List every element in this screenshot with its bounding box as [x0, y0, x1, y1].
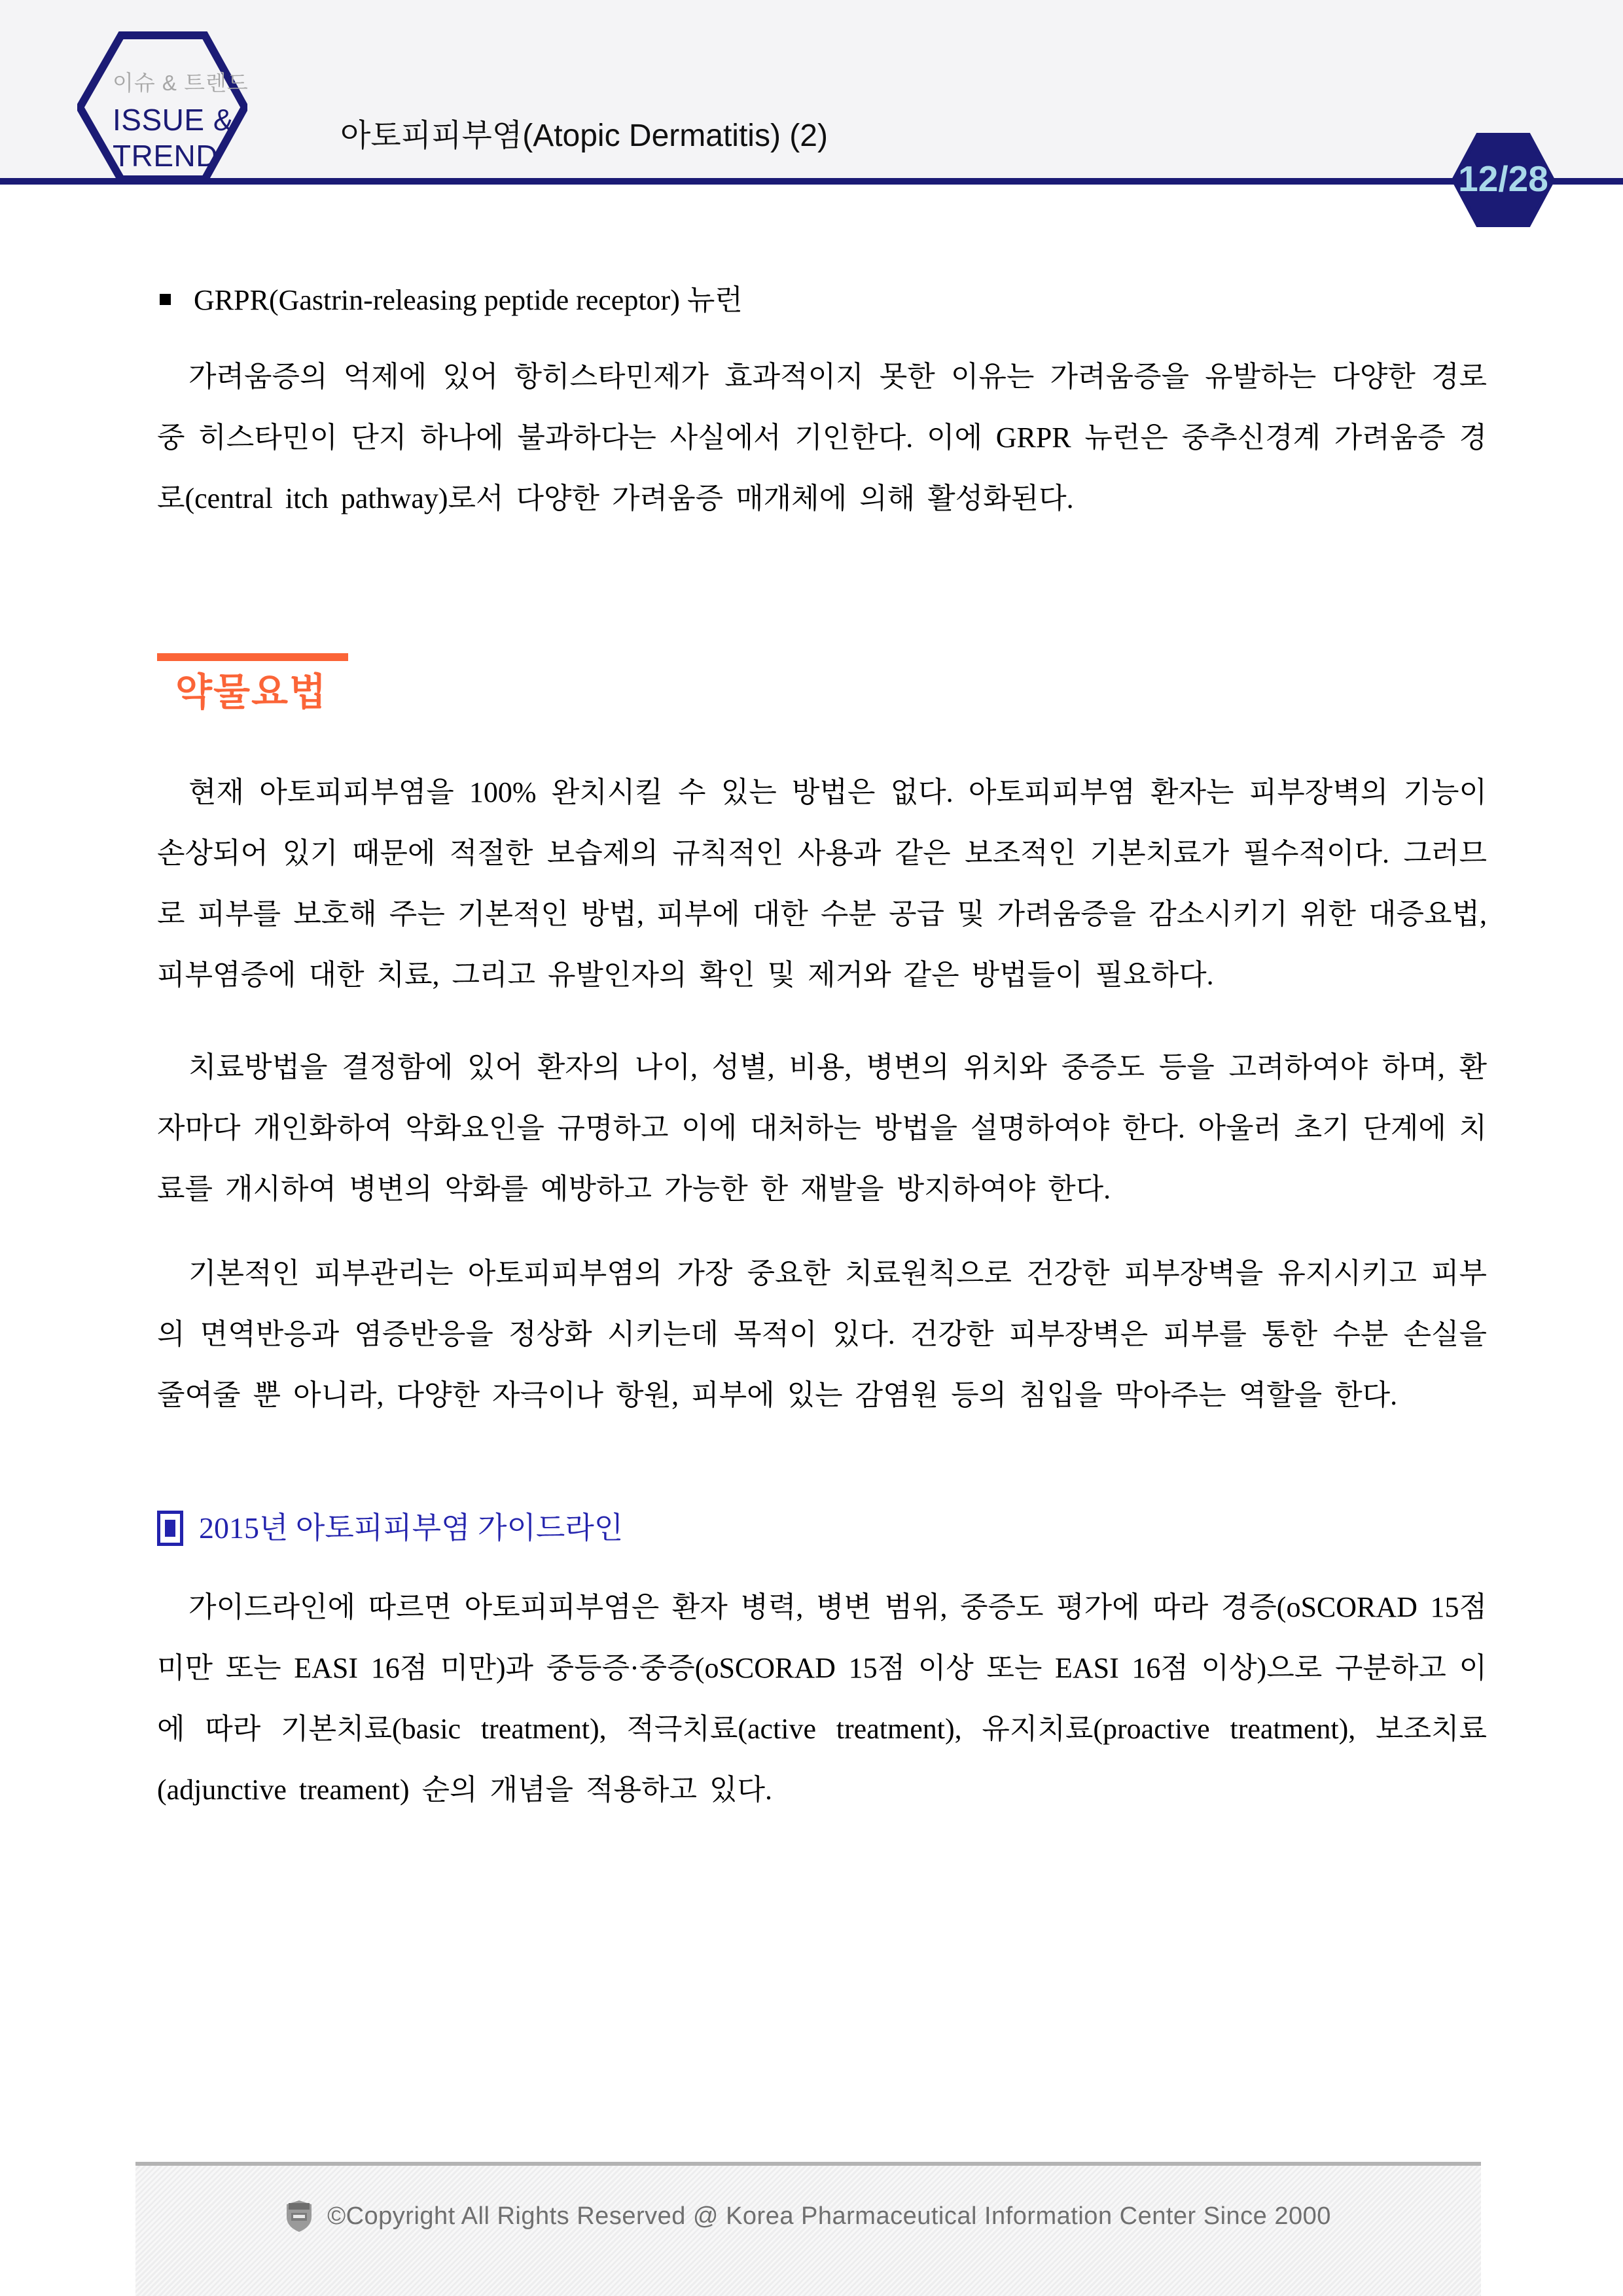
- filled-square-marker-icon: [157, 1511, 183, 1546]
- subsection-heading-text: 2015년 아토피피부염 가이드라인: [199, 1511, 624, 1545]
- logo-english-line2: TREND: [113, 139, 218, 173]
- paragraph-skin-management: 기본적인 피부관리는 아토피피부염의 가장 중요한 치료원칙으로 건강한 피부장벽을 유지시키고 피부의 면역반응과 염증반응을 정상화 시키는데 목적이 있다. 건강한 피부장벽은 피부를 통한 수분 손실을 줄여줄 뿐 아니라, 다양한 자극이나 항원, 피부에 있는 감염원 등의 침입을 막아주는 역할을 한다.: [157, 1257, 1487, 1411]
- square-bullet-icon: [160, 294, 171, 305]
- subsection-heading-guideline: [157, 1509, 1487, 1548]
- logo-korean-label: 이슈 & 트렌드: [113, 71, 249, 95]
- logo-english-line1: ISSUE &: [113, 103, 234, 137]
- page-number-text: 12/28: [1458, 158, 1548, 199]
- paragraph-grpr: 가려움증의 억제에 있어 항히스타민제가 효과적이지 못한 이유는 가려움증을 유발하는 다양한 경로 중 히스타민이 단지 하나에 불과하다는 사실에서 기인한다. 이에 GRPR 뉴런은 중추신경계 가려움증 경로(central itch pathway)로서 다양한 가려움증 매개체에 의해 활성화된다.: [157, 361, 1488, 514]
- footer-band: [135, 2162, 1481, 2296]
- section-title-pharmacotherapy: 약물요법: [175, 671, 328, 713]
- footer-content: [285, 2200, 1331, 2233]
- bullet-item-text: GRPR(Gastrin-releasing peptide receptor) 뉴런: [194, 284, 743, 316]
- paragraph-guideline-detail: 가이드라인에 따르면 아토피피부염은 환자 병력, 병변 범위, 중증도 평가에 따라 경증(oSCORAD 15점 미만 또는 EASI 16점 미만)과 중등증·중증(oSCORAD 15점 이상 또는 EASI 16점 이상)으로 구분하고 이에 따라 기본치료(basic treatment), 적극치료(active treatment), 유지치료(proactive treatment), 보조치료(adjunctive treament) 순의 개념을 적용하고 있다.: [157, 1591, 1487, 1806]
- copyright-text: ©Copyright All Rights Reserved @ Korea Pharmaceutical Information Center Since 2000: [327, 2202, 1331, 2230]
- logo-text-block: [113, 72, 249, 177]
- paragraph-basic-care: 현재 아토피피부염을 100% 완치시킬 수 있는 방법은 없다. 아토피피부염 환자는 피부장벽의 기능이 손상되어 있기 때문에 적절한 보습제의 규칙적인 사용과 같은 보조적인 기본치료가 필수적이다. 그러므로 피부를 보호해 주는 기본적인 방법, 피부에 대한 수분 공급 및 가려움증을 감소시키기 위한 대증요법, 피부염증에 대한 치료, 그리고 유발인자의 확인 및 제거와 같은 방법들이 필요하다.: [157, 776, 1487, 991]
- section-accent-bar: [157, 653, 348, 661]
- document-body: [157, 184, 1487, 1820]
- page-title: 아토피피부염(Atopic Dermatitis) (2): [340, 118, 828, 153]
- kpic-shield-icon: [285, 2200, 313, 2233]
- bullet-item: [157, 281, 1487, 320]
- paragraph-treatment-decision: 치료방법을 결정함에 있어 환자의 나이, 성별, 비용, 병변의 위치와 중증도 등을 고려하여야 하며, 환자마다 개인화하여 악화요인을 규명하고 이에 대처하는 방법을 설명하여야 한다. 아울러 초기 단계에 치료를 개시하여 병변의 악화를 예방하고 가능한 한 재발을 방지하여야 한다.: [157, 1051, 1487, 1205]
